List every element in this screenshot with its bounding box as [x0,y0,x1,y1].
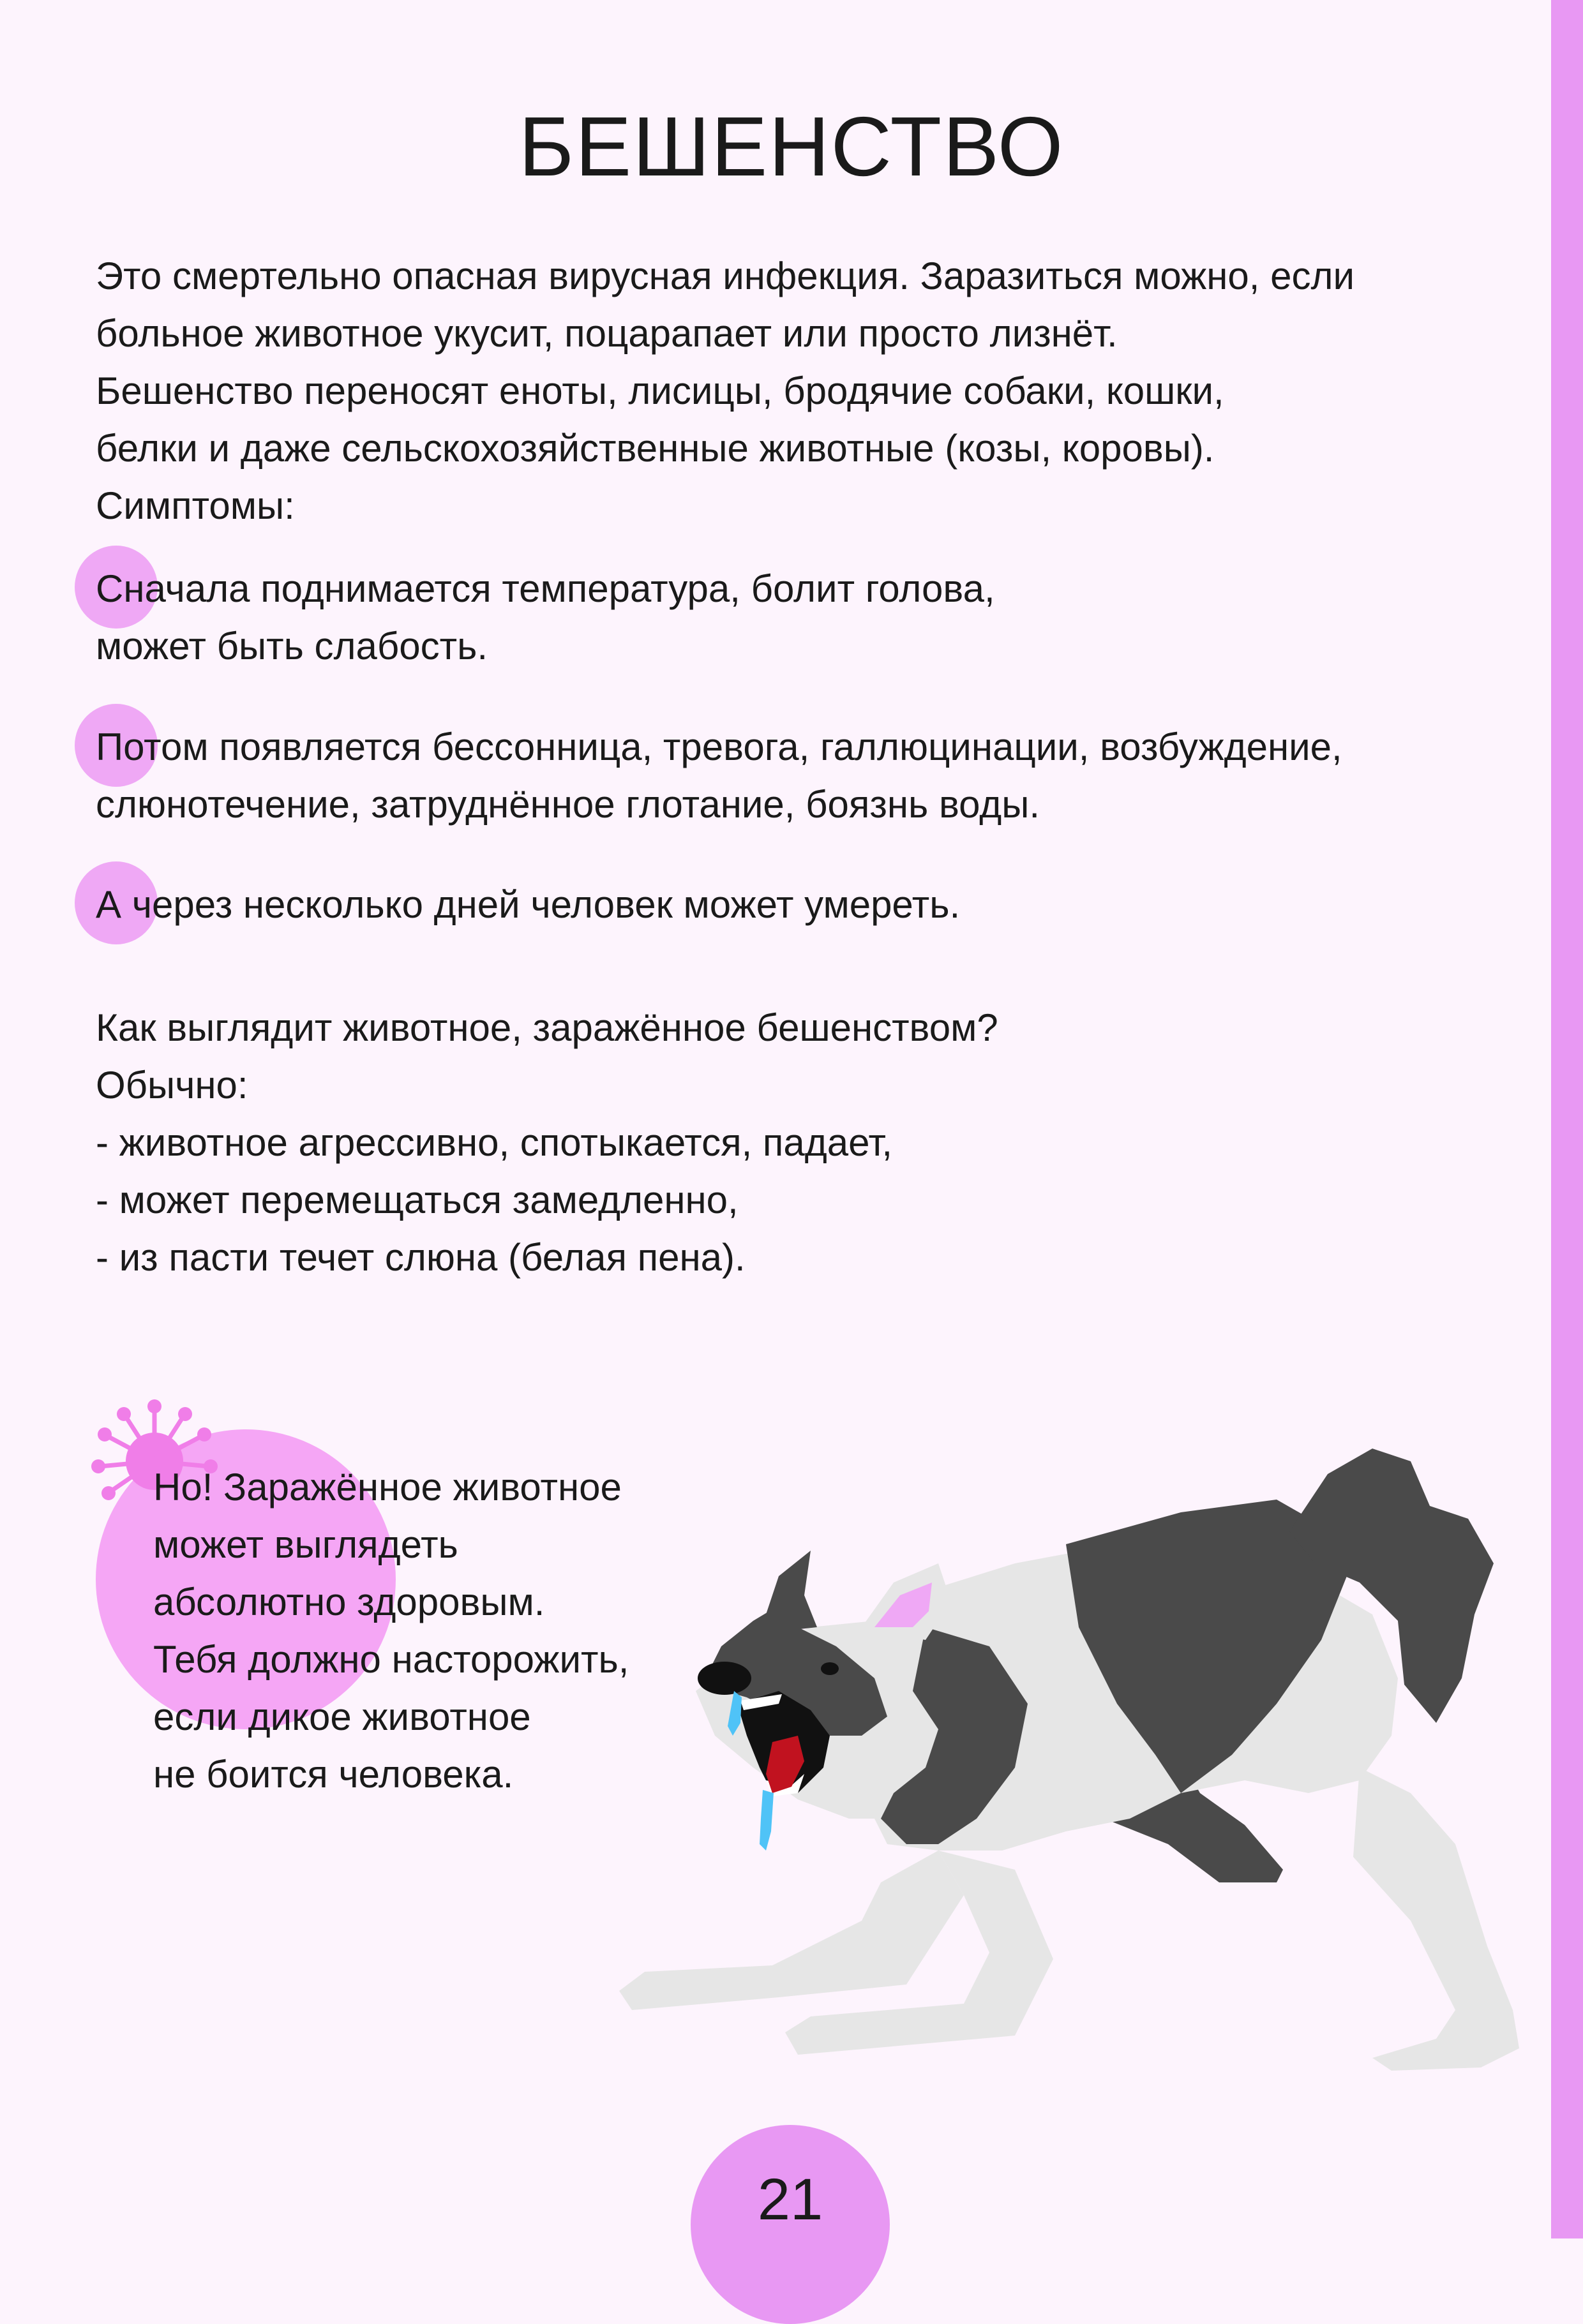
how-line: Как выглядит животное, заражённое бешенством? [96,1006,998,1049]
how-line: - животное агрессивно, спотыкается, падает, [96,1121,893,1164]
intro-line: белки и даже сельскохозяйственные животные (козы, коровы). [96,427,1215,470]
symptom-item-2 [96,719,1342,833]
intro-line: больное животное укусит, поцарапает или просто лизнёт. [96,312,1118,355]
symptom-item-3 [96,876,960,934]
how-it-looks-paragraph [96,999,998,1286]
warning-line: Но! Заражённое животное [153,1466,622,1508]
right-border-stripe [1551,0,1583,2238]
warning-line: абсолютно здоровым. [153,1581,545,1623]
how-line: - из пасти течет слюна (белая пена). [96,1236,746,1279]
symptom-line: слюнотечение, затруднённое глотание, боязнь воды. [96,783,1040,826]
symptom-line: А через несколько дней человек может умереть. [96,883,961,926]
page-title: БЕШЕНСТВО [518,100,1065,193]
how-line: - может перемещаться замедленно, [96,1179,739,1221]
how-line: Обычно: [96,1064,248,1106]
warning-line: не боится человека. [153,1753,514,1796]
intro-line: Бешенство переносят еноты, лисицы, бродячие собаки, кошки, [96,369,1224,412]
warning-text [153,1459,629,1803]
warning-line: может выглядеть [153,1523,458,1566]
symptom-line: Сначала поднимается температура, болит голова, [96,567,995,610]
symptom-line: Потом появляется бессонница, тревога, галлюцинации, возбуждение, [96,726,1342,768]
symptom-line: может быть слабость. [96,625,488,667]
page-number: 21 [757,2167,823,2232]
symptom-item-1 [96,560,995,675]
warning-line: если дикое животное [153,1695,531,1738]
warning-line: Тебя должно насторожить, [153,1638,629,1681]
intro-paragraph [96,248,1354,535]
rabid-dog-illustration [606,1436,1538,2074]
intro-line: Симптомы: [96,484,295,527]
intro-line: Это смертельно опасная вирусная инфекция. Заразиться можно, если [96,255,1355,297]
